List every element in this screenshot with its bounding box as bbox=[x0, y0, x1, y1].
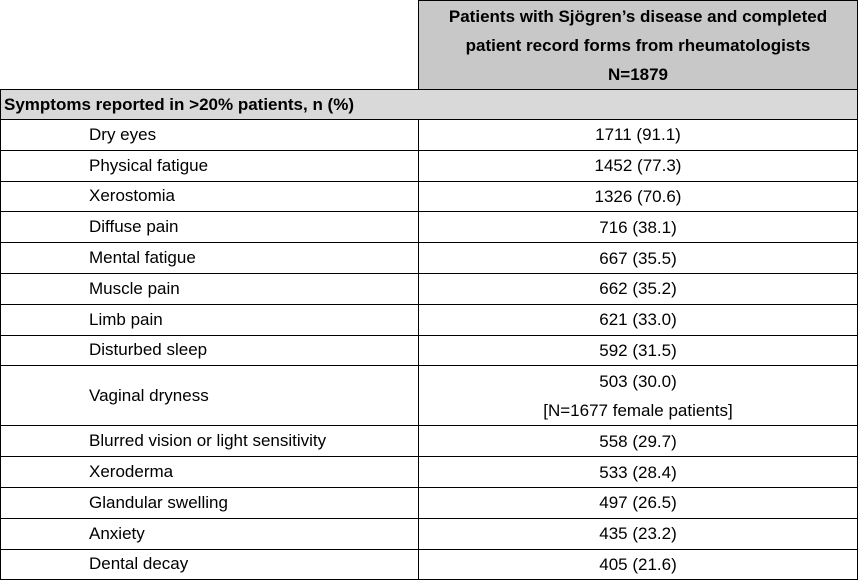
table-row bbox=[1, 181, 858, 212]
symptom-label: Mental fatigue bbox=[1, 243, 419, 274]
column-header bbox=[419, 1, 858, 90]
table-row bbox=[1, 335, 858, 366]
table-row bbox=[1, 273, 858, 304]
symptom-label: Glandular swelling bbox=[1, 487, 419, 518]
symptom-value: 435 (23.2) bbox=[419, 518, 858, 549]
symptom-label: Physical fatigue bbox=[1, 150, 419, 181]
symptom-value-note: [N=1677 female patients] bbox=[543, 400, 733, 420]
column-header-line-3: N=1879 bbox=[607, 64, 669, 84]
symptom-value: 1326 (70.6) bbox=[419, 181, 858, 212]
table-row bbox=[1, 487, 858, 518]
symptom-value-cell bbox=[419, 366, 858, 426]
symptom-label: Dry eyes bbox=[1, 120, 419, 151]
symptom-value: 1711 (91.1) bbox=[419, 120, 858, 151]
table-row bbox=[1, 304, 858, 335]
symptom-value: 662 (35.2) bbox=[419, 273, 858, 304]
symptom-label: Diffuse pain bbox=[1, 212, 419, 243]
symptom-label: Vaginal dryness bbox=[1, 366, 419, 426]
symptom-value: 592 (31.5) bbox=[419, 335, 858, 366]
table-row bbox=[1, 243, 858, 274]
section-label: Symptoms reported in >20% patients, n (%) bbox=[1, 90, 858, 120]
header-blank-cell bbox=[1, 1, 419, 90]
table-row bbox=[1, 120, 858, 151]
table-row bbox=[1, 426, 858, 457]
table-row bbox=[1, 212, 858, 243]
symptom-value: 405 (21.6) bbox=[419, 549, 858, 580]
symptom-value: 1452 (77.3) bbox=[419, 150, 858, 181]
table-row bbox=[1, 457, 858, 488]
symptom-label: Anxiety bbox=[1, 518, 419, 549]
symptom-label: Blurred vision or light sensitivity bbox=[1, 426, 419, 457]
table-row bbox=[1, 549, 858, 580]
column-header-line-2: patient record forms from rheumatologists bbox=[465, 35, 811, 55]
table-row bbox=[1, 366, 858, 426]
symptom-label: Muscle pain bbox=[1, 273, 419, 304]
symptom-value: 558 (29.7) bbox=[419, 426, 858, 457]
table-row bbox=[1, 518, 858, 549]
symptom-value: 621 (33.0) bbox=[419, 304, 858, 335]
table-row bbox=[1, 150, 858, 181]
section-header-row bbox=[1, 90, 858, 120]
symptom-label: Xeroderma bbox=[1, 457, 419, 488]
table-header-row bbox=[1, 1, 858, 90]
symptom-label: Xerostomia bbox=[1, 181, 419, 212]
column-header-line-1: Patients with Sjögren’s disease and completed bbox=[448, 6, 828, 26]
symptom-value: 497 (26.5) bbox=[419, 487, 858, 518]
symptom-label: Disturbed sleep bbox=[1, 335, 419, 366]
symptom-value: 716 (38.1) bbox=[419, 212, 858, 243]
symptom-value: 667 (35.5) bbox=[419, 243, 858, 274]
symptom-value: 533 (28.4) bbox=[419, 457, 858, 488]
symptom-label: Limb pain bbox=[1, 304, 419, 335]
symptom-value: 503 (30.0) bbox=[599, 371, 677, 391]
symptom-label: Dental decay bbox=[1, 549, 419, 580]
